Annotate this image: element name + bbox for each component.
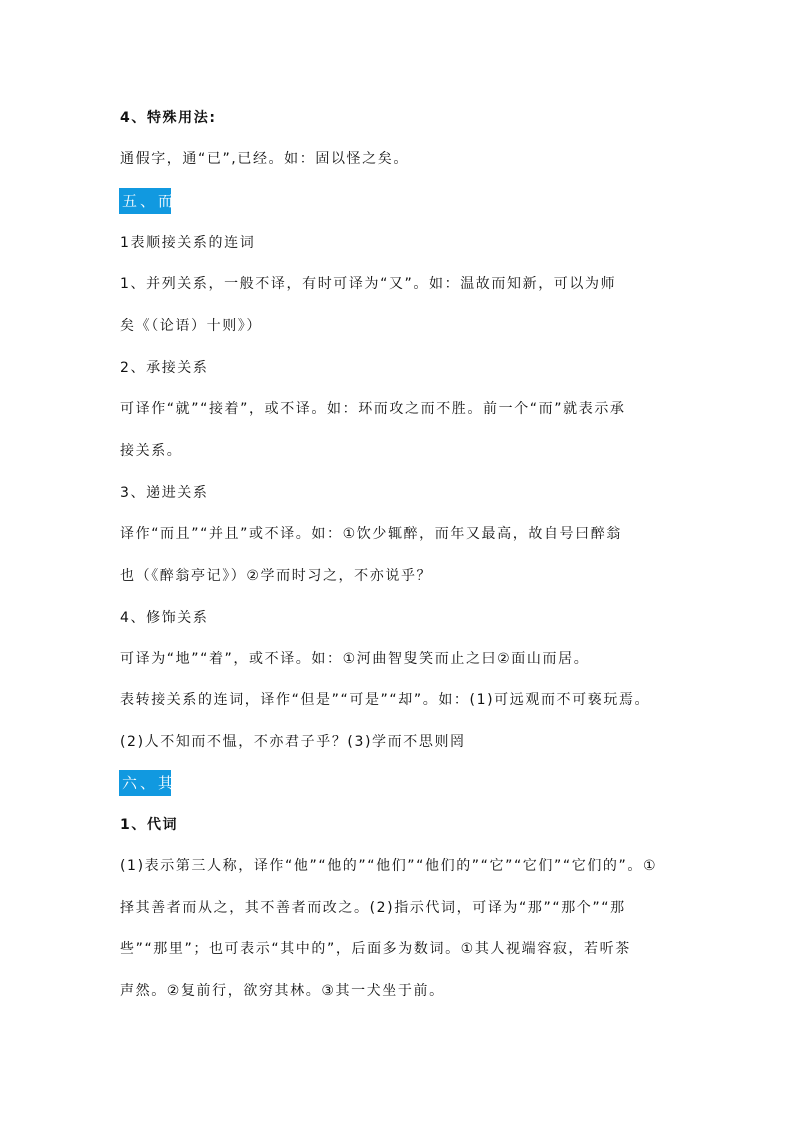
paragraph-line: (1)表示第三人称，译作“他”“他的”“他们”“他们的”“它”“它们”“它们的”。①: [120, 858, 658, 874]
section-heading-er: 五、而: [119, 188, 171, 214]
paragraph-line: 表转接关系的连词，译作“但是”“可是”“却”。如：(1)可远观而不可亵玩焉。: [120, 692, 651, 708]
paragraph-line: 可译作“就”“接着”，或不译。如：环而攻之而不胜。前一个“而”就表示承: [120, 401, 626, 417]
paragraph-line: 1、并列关系，一般不译，有时可译为“又”。如：温故而知新，可以为师: [120, 276, 617, 292]
paragraph-line: 通假字，通“已”,已经。如：固以怪之矣。: [120, 151, 409, 167]
subsection-heading-special-usage: 4、特殊用法:: [120, 110, 217, 126]
paragraph-line: 3、递进关系: [120, 485, 209, 501]
section-heading-qi: 六、其: [119, 770, 171, 796]
paragraph-line: 1表顺接关系的连词: [120, 235, 256, 251]
paragraph-line: 2、承接关系: [120, 360, 209, 376]
paragraph-line: (2)人不知而不愠，不亦君子乎？(3)学而不思则罔: [120, 734, 466, 750]
paragraph-line: 声然。②复前行，欲穷其林。③其一犬坐于前。: [120, 983, 445, 999]
paragraph-line: 4、修饰关系: [120, 610, 209, 626]
paragraph-line: 些”“那里”；也可表示“其中的”，后面多为数词。①其人视端容寂，若听茶: [120, 941, 631, 957]
subsection-heading-pronoun: 1、代词: [120, 817, 179, 833]
paragraph-line: 也（《醉翁亭记》）②学而时习之，不亦说乎？: [120, 568, 433, 584]
paragraph-line: 择其善者而从之，其不善者而改之。(2)指示代词，可译为“那”“那个”“那: [120, 900, 626, 916]
paragraph-line: 接关系。: [120, 443, 183, 459]
paragraph-line: 矣《（论语）十则》）: [120, 318, 262, 334]
paragraph-line: 可译为“地”“着”，或不译。如：①河曲智叟笑而止之曰②面山而居。: [120, 651, 590, 667]
paragraph-line: 译作“而且”“并且”或不译。如：①饮少辄醉，而年又最高，故自号曰醉翁: [120, 526, 622, 542]
